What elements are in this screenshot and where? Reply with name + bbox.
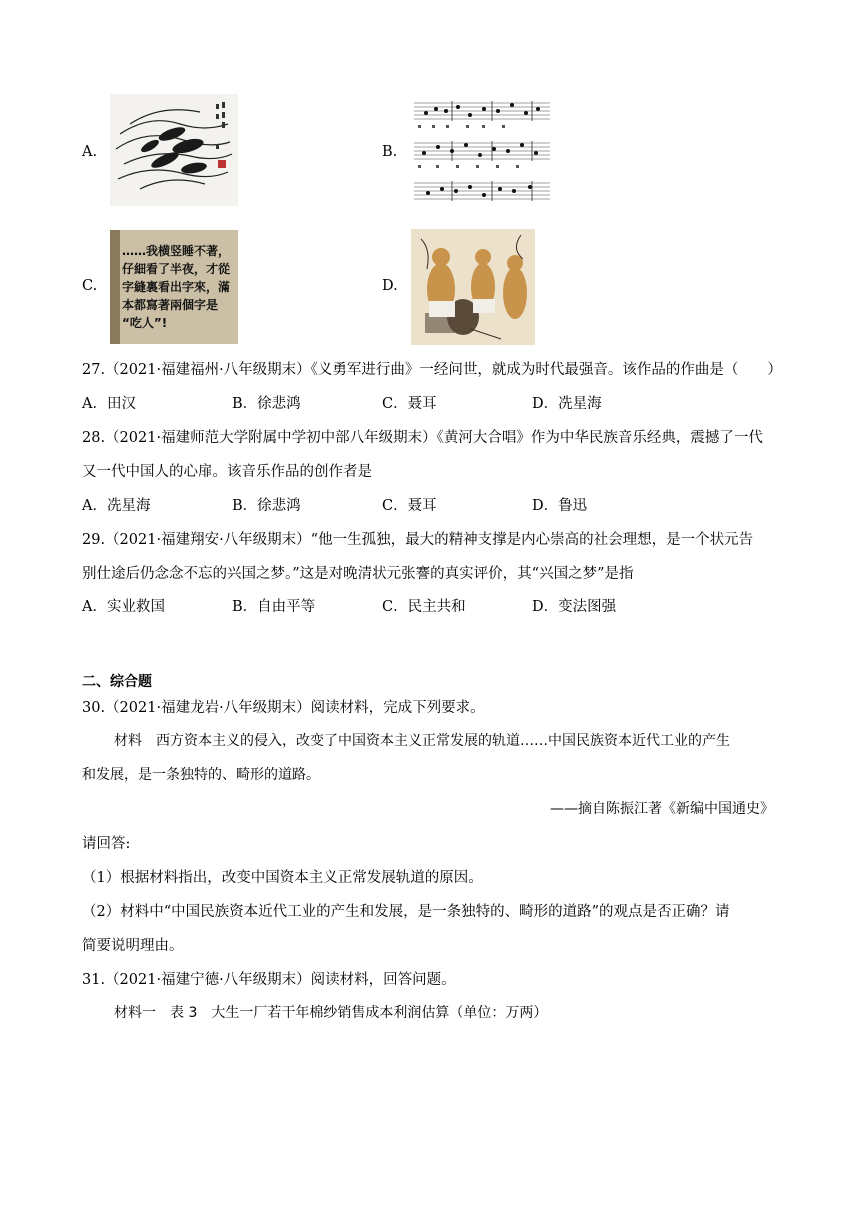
- q30-source: ——摘自陈振江著《新编中国通史》: [550, 801, 774, 817]
- question-30-stem: 30.（2021·福建龙岩·八年级期末）阅读材料，完成下列要求。: [82, 700, 485, 716]
- question-27-stem: 27.（2021·福建福州·八年级期末）《义勇军进行曲》一经问世，就成为时代最强音。该作品的作曲是（ ）: [82, 362, 782, 378]
- q27-option-b[interactable]: B．徐悲鸿: [232, 396, 301, 412]
- option-c-label: C.: [82, 278, 98, 294]
- q27-option-a[interactable]: A．田汉: [82, 396, 136, 412]
- q30-subquestion-2-line: （2）材料中“中国民族资本近代工业的产生和发展，是一条独特的、畸形的道路”的观点是否正确？请: [82, 904, 730, 920]
- q28-option-d[interactable]: D．鲁迅: [532, 498, 588, 514]
- sheet-music-image: [412, 97, 552, 209]
- q27-option-c[interactable]: C．聂耳: [382, 396, 437, 412]
- option-b-label: B.: [382, 144, 398, 160]
- q29-option-d[interactable]: D．变法图强: [532, 599, 617, 615]
- scroll-line: “吃人”!: [122, 316, 168, 330]
- q30-material-line: 材料 西方资本主义的侵入，改变了中国资本主义正常发展的轨道……中国民族资本近代工业的产生: [114, 733, 730, 749]
- question-28-stem-line: 28.（2021·福建师范大学附属中学初中部八年级期末）《黄河大合唱》作为中华民族音乐经典，震撼了一代: [82, 430, 763, 446]
- option-d-label: D.: [382, 278, 398, 294]
- question-29-stem-line: 别仕途后仍念念不忘的兴国之梦。”这是对晚清状元张謇的真实评价，其“兴国之梦”是指: [82, 566, 634, 582]
- scroll-text-image: [110, 230, 238, 344]
- q29-option-b[interactable]: B．自由平等: [232, 599, 316, 615]
- scroll-line: 仔細看了半夜，才從: [122, 262, 231, 276]
- question-31-stem: 31.（2021·福建宁德·八年级期末）阅读材料，回答问题。: [82, 972, 456, 988]
- scroll-line: 本都寫著兩個字是: [122, 298, 219, 312]
- scroll-rod: [110, 230, 120, 344]
- option-a-label: A.: [82, 144, 98, 160]
- scroll-line: ……我横竖睡不著，: [122, 244, 231, 258]
- q28-option-a[interactable]: A．冼星海: [82, 498, 151, 514]
- section-title: 二、综合题: [82, 674, 152, 690]
- laborers-painting-image: [411, 229, 535, 345]
- q31-material-caption: 材料一 表 3 大生一厂若干年棉纱销售成本利润估算（单位：万两）: [114, 1005, 548, 1021]
- question-28-stem-line: 又一代中国人的心扉。该音乐作品的创作者是: [82, 464, 372, 480]
- scroll-line: 字縫裏看出字來，滿: [122, 280, 231, 294]
- q30-subquestion-1: （1）根据材料指出，改变中国资本主义正常发展轨道的原因。: [82, 870, 483, 886]
- q29-option-a[interactable]: A．实业救国: [82, 599, 165, 615]
- q27-option-d[interactable]: D．冼星海: [532, 396, 602, 412]
- q30-prompt: 请回答:: [82, 836, 131, 852]
- q29-option-c[interactable]: C．民主共和: [382, 599, 466, 615]
- q30-material-line: 和发展，是一条独特的、畸形的道路。: [82, 767, 320, 783]
- question-29-stem-line: 29.（2021·福建翔安·八年级期末）“他一生孤独，最大的精神支撑是内心崇高的社会理想，是一个状元告: [82, 532, 754, 548]
- q30-subquestion-2-line: 简要说明理由。: [82, 938, 184, 954]
- shrimp-painting-image: [110, 94, 238, 206]
- q28-option-c[interactable]: C．聂耳: [382, 498, 437, 514]
- q28-option-b[interactable]: B．徐悲鸿: [232, 498, 301, 514]
